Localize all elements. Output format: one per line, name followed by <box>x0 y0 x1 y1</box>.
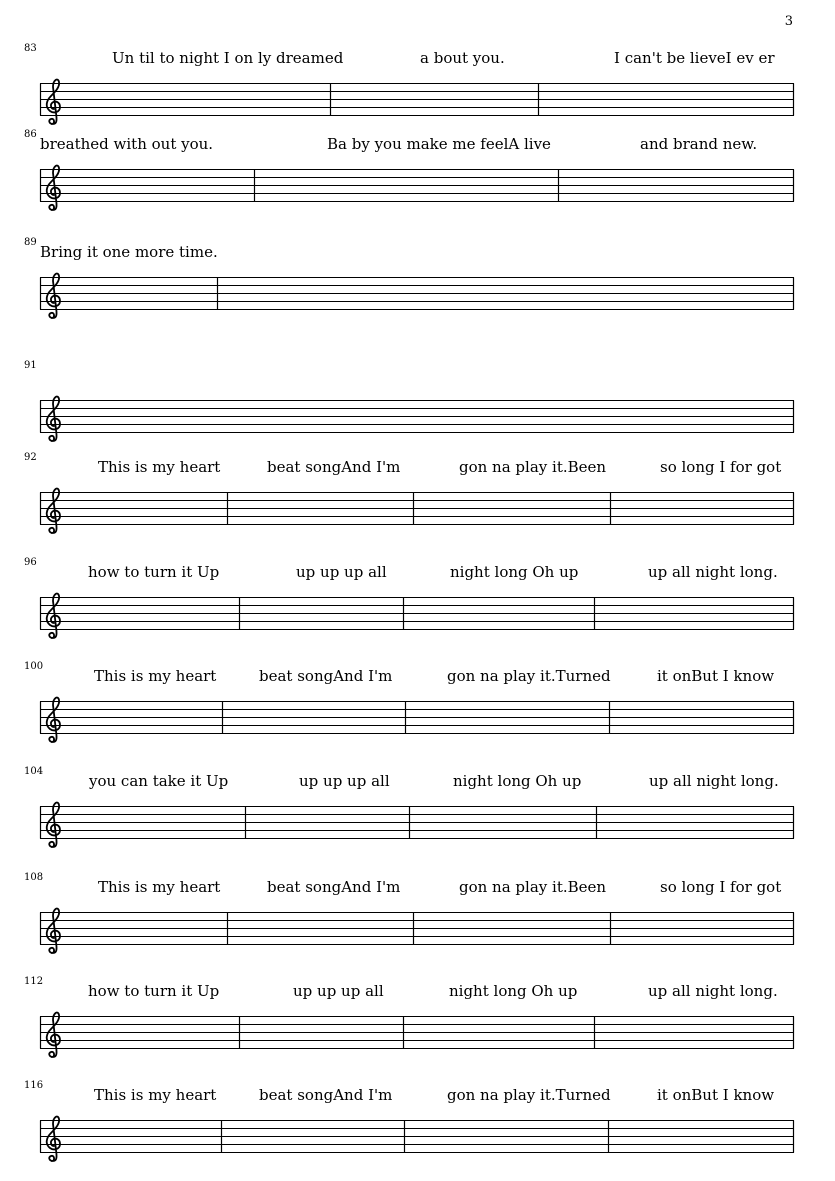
staff <box>40 701 794 734</box>
lyric-text: how to turn it Up <box>88 563 220 581</box>
lyric-text: Un til to night I on ly dreamed <box>112 49 344 67</box>
treble-clef-icon <box>47 489 60 533</box>
staff-system <box>0 130 835 220</box>
lyric-text: up all night long. <box>649 772 779 790</box>
lyric-text: night long Oh up <box>450 563 579 581</box>
staff <box>40 492 794 525</box>
lyric-text: so long I for got <box>660 878 782 896</box>
lyric-text: This is my heart <box>94 1086 217 1104</box>
lyric-text: beat songAnd I'm <box>259 667 393 685</box>
staff <box>40 277 794 310</box>
treble-clef-icon <box>47 80 60 124</box>
staff <box>40 1120 794 1153</box>
lyric-text: beat songAnd I'm <box>259 1086 393 1104</box>
page-number: 3 <box>784 14 793 29</box>
staff <box>40 912 794 945</box>
lyric-text: you can take it Up <box>89 772 229 790</box>
lyric-text: it onBut I know <box>657 667 775 685</box>
lyric-text: beat songAnd I'm <box>267 458 401 476</box>
staff-system <box>0 453 835 543</box>
lyric-text: gon na play it.Turned <box>447 667 611 685</box>
treble-clef-icon <box>47 803 60 847</box>
lyric-text: so long I for got <box>660 458 782 476</box>
treble-clef-icon <box>47 909 60 953</box>
measure-number: 91 <box>24 360 37 371</box>
measure-number: 112 <box>24 976 44 987</box>
staff-system <box>0 361 835 451</box>
measure-number: 96 <box>24 557 37 568</box>
staff-system <box>0 1081 835 1171</box>
staff <box>40 1016 794 1049</box>
measure-number: 100 <box>24 661 44 672</box>
staff-system <box>0 977 835 1067</box>
lyric-text: a bout you. <box>420 49 505 67</box>
lyric-text: beat songAnd I'm <box>267 878 401 896</box>
lyric-text: and brand new. <box>640 135 758 153</box>
lyric-text: night long Oh up <box>453 772 582 790</box>
lyric-text: night long Oh up <box>449 982 578 1000</box>
treble-clef-icon <box>47 698 60 742</box>
lyric-text: up up up all <box>299 772 390 790</box>
treble-clef-icon <box>47 594 60 638</box>
lyric-text: Ba by you make me feelA live <box>327 135 551 153</box>
staff <box>40 806 794 839</box>
staff <box>40 400 794 433</box>
treble-clef-icon <box>47 1117 60 1161</box>
measure-number: 116 <box>24 1080 44 1091</box>
measure-number: 104 <box>24 766 44 777</box>
measure-number: 92 <box>24 452 37 463</box>
lyric-text: up all night long. <box>648 982 778 1000</box>
lyric-text: gon na play it.Been <box>459 878 607 896</box>
lyric-text: I can't be lieveI ev er <box>614 49 775 67</box>
lyric-text: gon na play it.Turned <box>447 1086 611 1104</box>
staff-system <box>0 873 835 963</box>
treble-clef-icon <box>47 397 60 441</box>
staff-system <box>0 662 835 752</box>
lyric-text: gon na play it.Been <box>459 458 607 476</box>
measure-number: 89 <box>24 237 37 248</box>
lyric-text: it onBut I know <box>657 1086 775 1104</box>
lyric-text: This is my heart <box>98 458 221 476</box>
staff <box>40 169 794 202</box>
treble-clef-icon <box>47 274 60 318</box>
staff-system <box>0 44 835 134</box>
treble-clef-icon <box>47 166 60 210</box>
lyric-text: breathed with out you. <box>40 135 214 153</box>
lyric-text: how to turn it Up <box>88 982 220 1000</box>
lyric-text: This is my heart <box>94 667 217 685</box>
staff-system <box>0 238 835 328</box>
lyric-text: Bring it one more time. <box>40 243 218 261</box>
lyric-text: up all night long. <box>648 563 778 581</box>
staff <box>40 597 794 630</box>
measure-number: 86 <box>24 129 37 140</box>
lyric-text: up up up all <box>296 563 387 581</box>
staff-system <box>0 767 835 857</box>
staff-system <box>0 558 835 648</box>
lyric-text: up up up all <box>293 982 384 1000</box>
treble-clef-icon <box>47 1013 60 1057</box>
lyric-text: This is my heart <box>98 878 221 896</box>
staff <box>40 83 794 116</box>
measure-number: 108 <box>24 872 44 883</box>
measure-number: 83 <box>24 43 37 54</box>
